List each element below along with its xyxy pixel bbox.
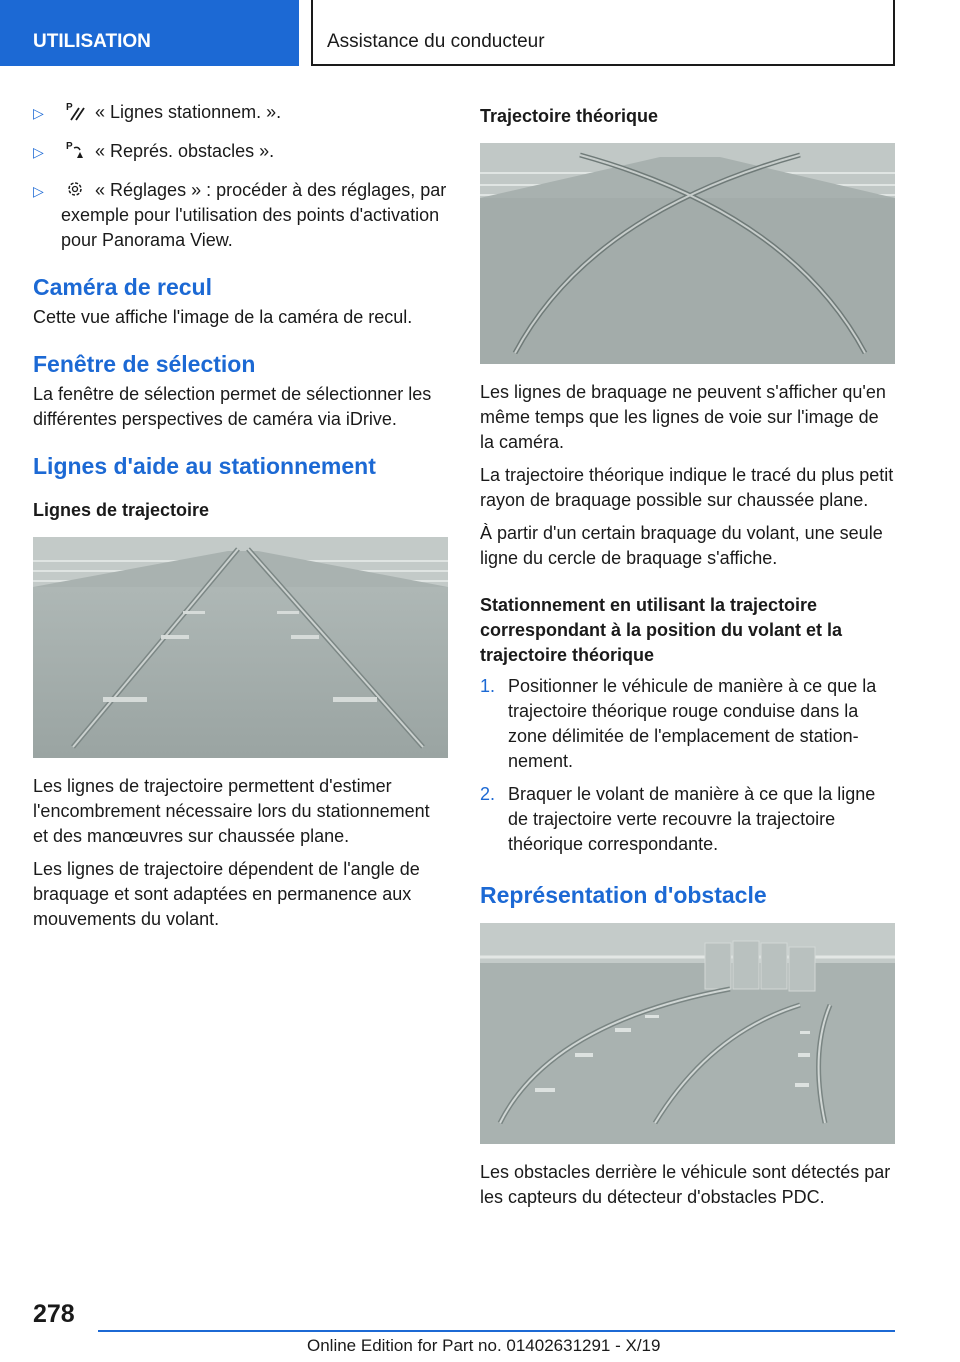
- triangle-bullet-icon: ▷: [33, 183, 44, 199]
- right-column: [480, 100, 895, 1218]
- camera-heading: Caméra de recul: [33, 274, 212, 300]
- step-number: 1.: [480, 676, 496, 696]
- list-item: [480, 674, 895, 774]
- step-text: Braquer le volant de manière à ce que la ligne de trajectoire verte recouvre la trajectoire théorique correspondante.: [508, 784, 876, 854]
- theoretical-paragraph-1: Les lignes de braquage ne peuvent s'afficher qu'en même temps que les lignes de voie sur l'image de la caméra.: [480, 382, 886, 452]
- parking-lines-icon: [65, 101, 85, 121]
- trajectory-lines-figure: [33, 537, 448, 758]
- svg-text:P: P: [66, 102, 73, 113]
- selection-heading: Fenêtre de sélection: [33, 351, 256, 377]
- step-number: 2.: [480, 784, 496, 804]
- chapter-title: Assistance du conducteur: [311, 0, 895, 66]
- obstacle-icon: [65, 140, 85, 160]
- list-item: [33, 100, 448, 125]
- gear-icon: [65, 179, 85, 199]
- obstacle-representation-figure: [480, 923, 895, 1144]
- footer-divider: [98, 1330, 895, 1332]
- list-item: [480, 782, 895, 857]
- trajectory-paragraph-2: Les lignes de trajectoire dépendent de l'angle de braquage et sont adaptées en permanence aux mouvements du volant.: [33, 859, 420, 929]
- list-item: [33, 178, 448, 253]
- obstacle-text: Les obstacles derrière le véhicule sont détectés par les capteurs du détecteur d'obstacles PDC.: [480, 1162, 891, 1207]
- page-header: [0, 0, 960, 66]
- triangle-bullet-icon: ▷: [33, 144, 44, 160]
- edition-text: Online Edition for Part no. 01402631291 - X/19: [307, 1336, 661, 1355]
- theoretical-paragraph-2: La trajectoire théorique indique le tracé du plus petit rayon de braquage possible sur chaussée plane.: [480, 465, 894, 510]
- trajectory-paragraph-1: Les lignes de trajectoire permettent d'estimer l'encombrement nécessaire lors du stationnement et des manœuvres sur chaussée plane.: [33, 776, 430, 846]
- svg-text:P: P: [66, 141, 73, 152]
- step-text: Positionner le véhicule de manière à ce que la trajectoire théorique rouge conduise dans la zone délimitée de l'emplacement de stationnement.: [508, 676, 877, 771]
- section-tab: UTILISATION: [0, 0, 299, 66]
- bullet-text: « Réglages » : procéder à des réglages, par exemple pour l'utilisation des points d'activation pour Panorama View.: [61, 180, 447, 250]
- page-number: 278: [33, 1300, 75, 1328]
- theoretical-paragraph-3: À partir d'un certain braquage du volant, une seule ligne du cercle de braquage s'affiche.: [480, 523, 883, 568]
- theoretical-trajectory-figure: [480, 143, 895, 364]
- list-item: [33, 139, 448, 164]
- bullet-text: « Lignes stationnem. ».: [95, 102, 282, 122]
- parking-subheading: Stationnement en utilisant la trajectoire correspondant à la position du volant et la trajectoire théorique: [480, 595, 843, 665]
- triangle-bullet-icon: ▷: [33, 105, 44, 121]
- camera-text: Cette vue affiche l'image de la caméra de recul.: [33, 307, 413, 327]
- bullet-text: « Représ. obstacles ».: [95, 141, 275, 161]
- obstacle-heading: Représentation d'obstacle: [480, 882, 767, 908]
- selection-text: La fenêtre de sélection permet de sélectionner les différentes perspectives de caméra via iDrive.: [33, 384, 432, 429]
- theoretical-subheading: Trajectoire théorique: [480, 106, 659, 126]
- trajectory-subheading: Lignes de trajectoire: [33, 500, 210, 520]
- left-column: [33, 100, 448, 940]
- parking-heading: Lignes d'aide au stationnement: [33, 453, 376, 479]
